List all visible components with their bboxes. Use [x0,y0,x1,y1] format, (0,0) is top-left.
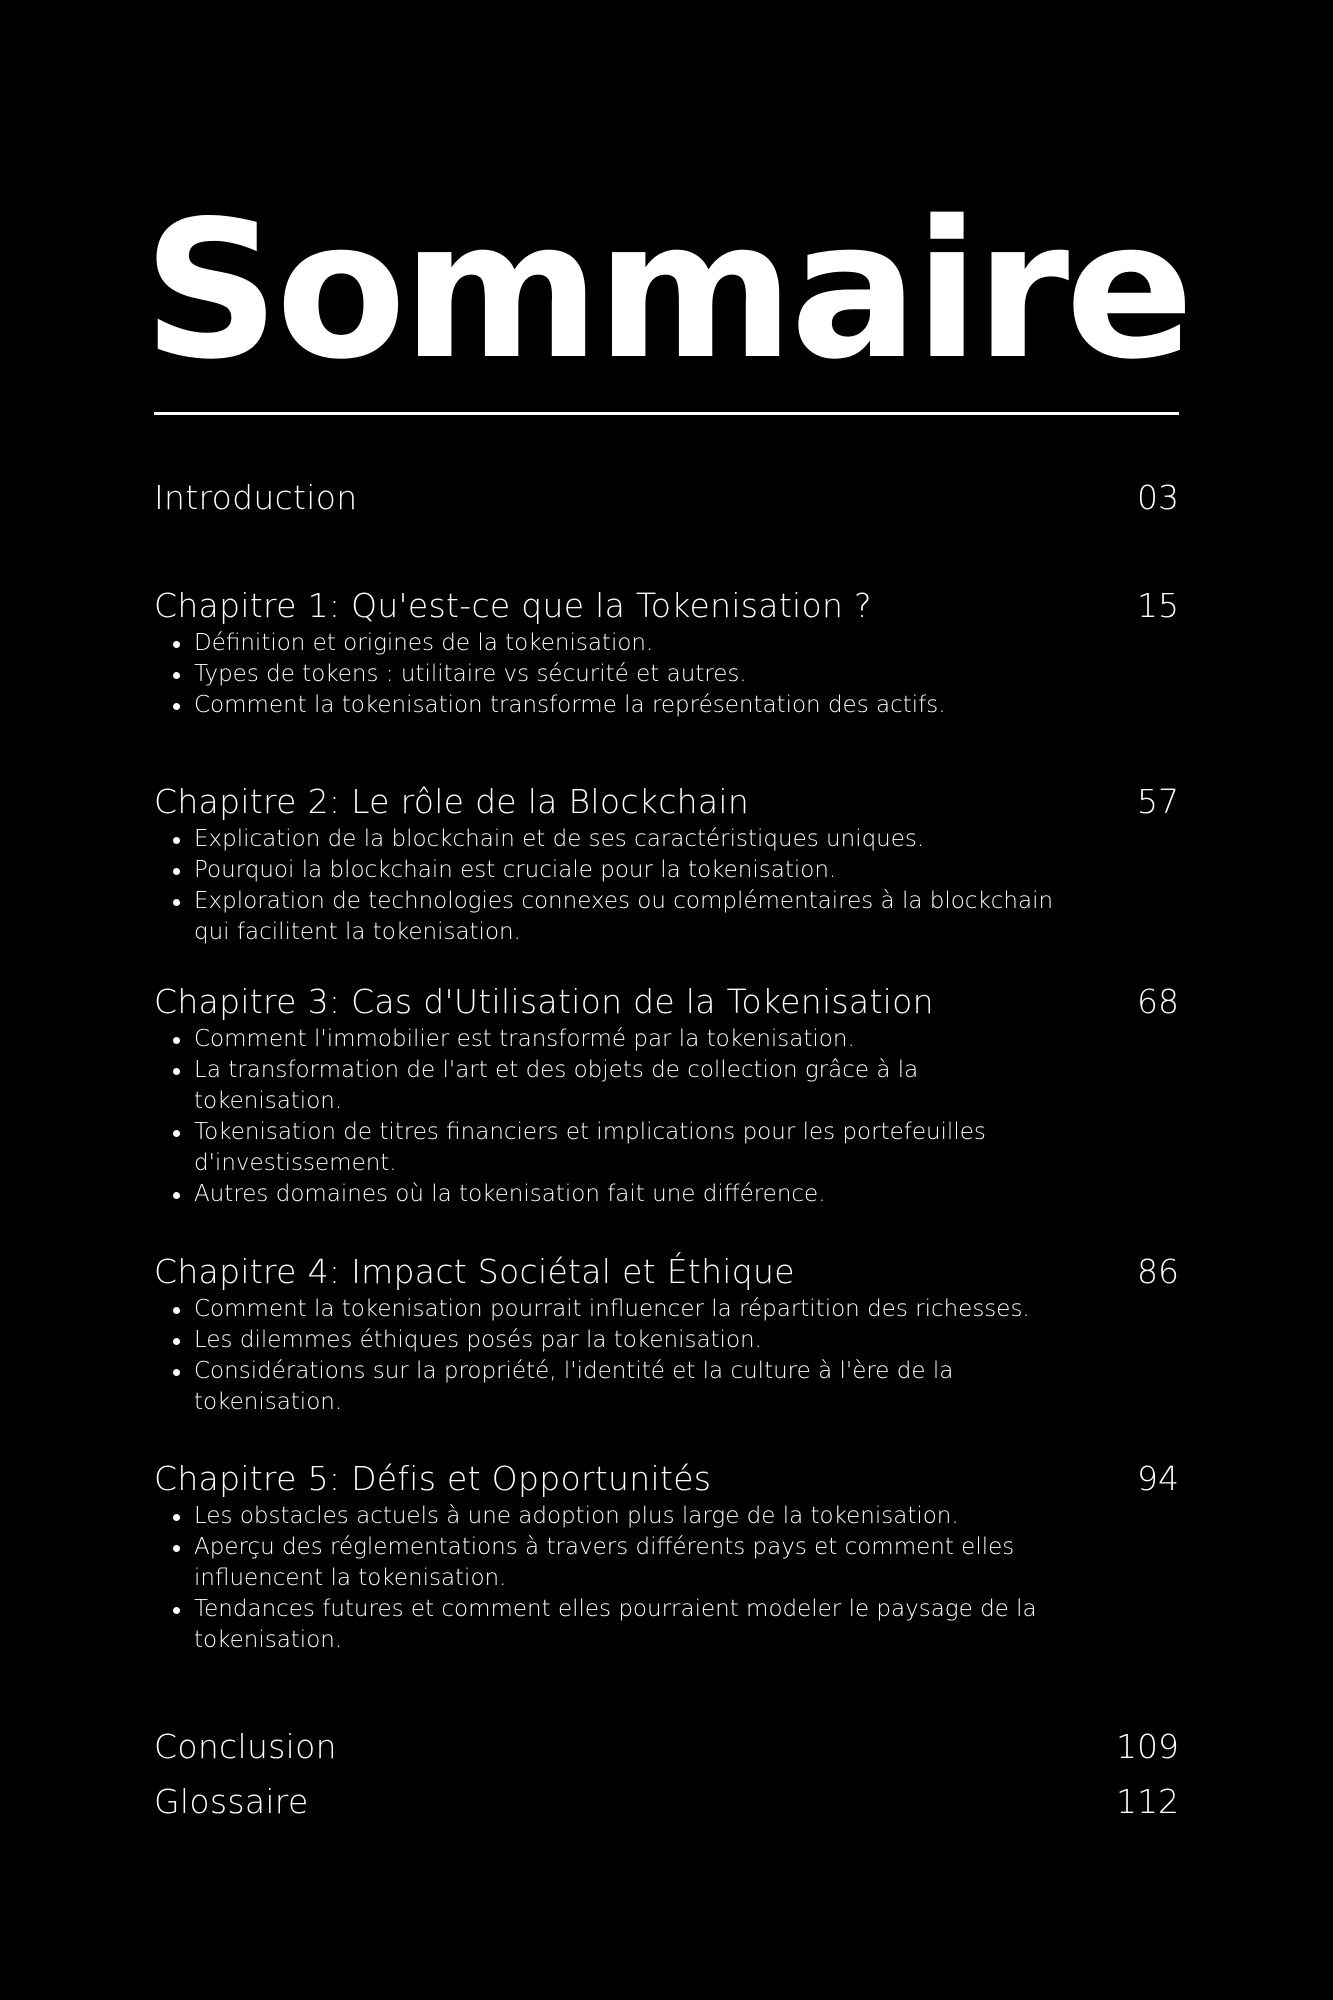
list-item: Comment l'immobilier est transformé par la tokenisation. [154,1024,1059,1055]
entry-title: Chapitre 5: Défis et Opportunités [154,1459,712,1498]
list-item: Pourquoi la blockchain est cruciale pour la tokenisation. [154,855,1059,886]
entry-title: Conclusion [154,1727,337,1766]
list-item: Exploration de technologies connexes ou complémentaires à la blockchain qui facilitent la tokenisation. [154,886,1059,948]
entry-page: 03 [1137,478,1179,517]
list-item: Les dilemmes éthiques posés par la tokenisation. [154,1325,1059,1356]
toc-entry-chapter-3[interactable] [154,980,1179,1210]
chapter-bullet-list [154,1294,1059,1418]
chapter-bullet-list [154,1501,1059,1656]
list-item: Définition et origines de la tokenisation. [154,628,1059,659]
toc-entry-chapter-2[interactable] [154,780,1179,948]
entry-page: 68 [1137,982,1179,1021]
list-item: Explication de la blockchain et de ses caractéristiques uniques. [154,824,1059,855]
entry-title: Chapitre 1: Qu'est-ce que la Tokenisation ? [154,586,872,625]
toc-entry-chapter-4[interactable] [154,1250,1179,1418]
entry-page: 94 [1137,1459,1179,1498]
entry-title: Glossaire [154,1782,309,1821]
list-item: La transformation de l'art et des objets de collection grâce à la tokenisation. [154,1055,1059,1117]
entry-page: 109 [1116,1727,1179,1766]
title-divider [154,412,1179,415]
page-title: Sommaire [142,180,1191,401]
entry-title: Chapitre 4: Impact Sociétal et Éthique [154,1252,795,1291]
entry-page: 15 [1137,586,1179,625]
entry-page: 86 [1137,1252,1179,1291]
toc-entry-chapter-5[interactable] [154,1457,1179,1656]
list-item: Comment la tokenisation transforme la représentation des actifs. [154,690,1059,721]
entry-page: 112 [1116,1782,1179,1821]
toc-entry-conclusion[interactable] [154,1725,1179,1769]
entry-page: 57 [1137,782,1179,821]
list-item: Comment la tokenisation pourrait influencer la répartition des richesses. [154,1294,1059,1325]
list-item: Les obstacles actuels à une adoption plus large de la tokenisation. [154,1501,1059,1532]
chapter-bullet-list [154,628,1059,721]
list-item: Aperçu des réglementations à travers différents pays et comment elles influencent la tokenisation. [154,1532,1059,1594]
list-item: Tokenisation de titres financiers et implications pour les portefeuilles d'investissement. [154,1117,1059,1179]
toc-entry-glossaire[interactable] [154,1780,1179,1824]
list-item: Considérations sur la propriété, l'identité et la culture à l'ère de la tokenisation. [154,1356,1059,1418]
entry-title: Chapitre 3: Cas d'Utilisation de la Tokenisation [154,982,934,1021]
entry-title: Chapitre 2: Le rôle de la Blockchain [154,782,750,821]
entry-title: Introduction [154,478,358,517]
list-item: Autres domaines où la tokenisation fait une différence. [154,1179,1059,1210]
list-item: Tendances futures et comment elles pourraient modeler le paysage de la tokenisation. [154,1594,1059,1656]
toc-entry-chapter-1[interactable] [154,584,1179,721]
toc-entry-introduction[interactable] [154,476,1179,520]
list-item: Types de tokens : utilitaire vs sécurité et autres. [154,659,1059,690]
chapter-bullet-list [154,824,1059,948]
chapter-bullet-list [154,1024,1059,1210]
